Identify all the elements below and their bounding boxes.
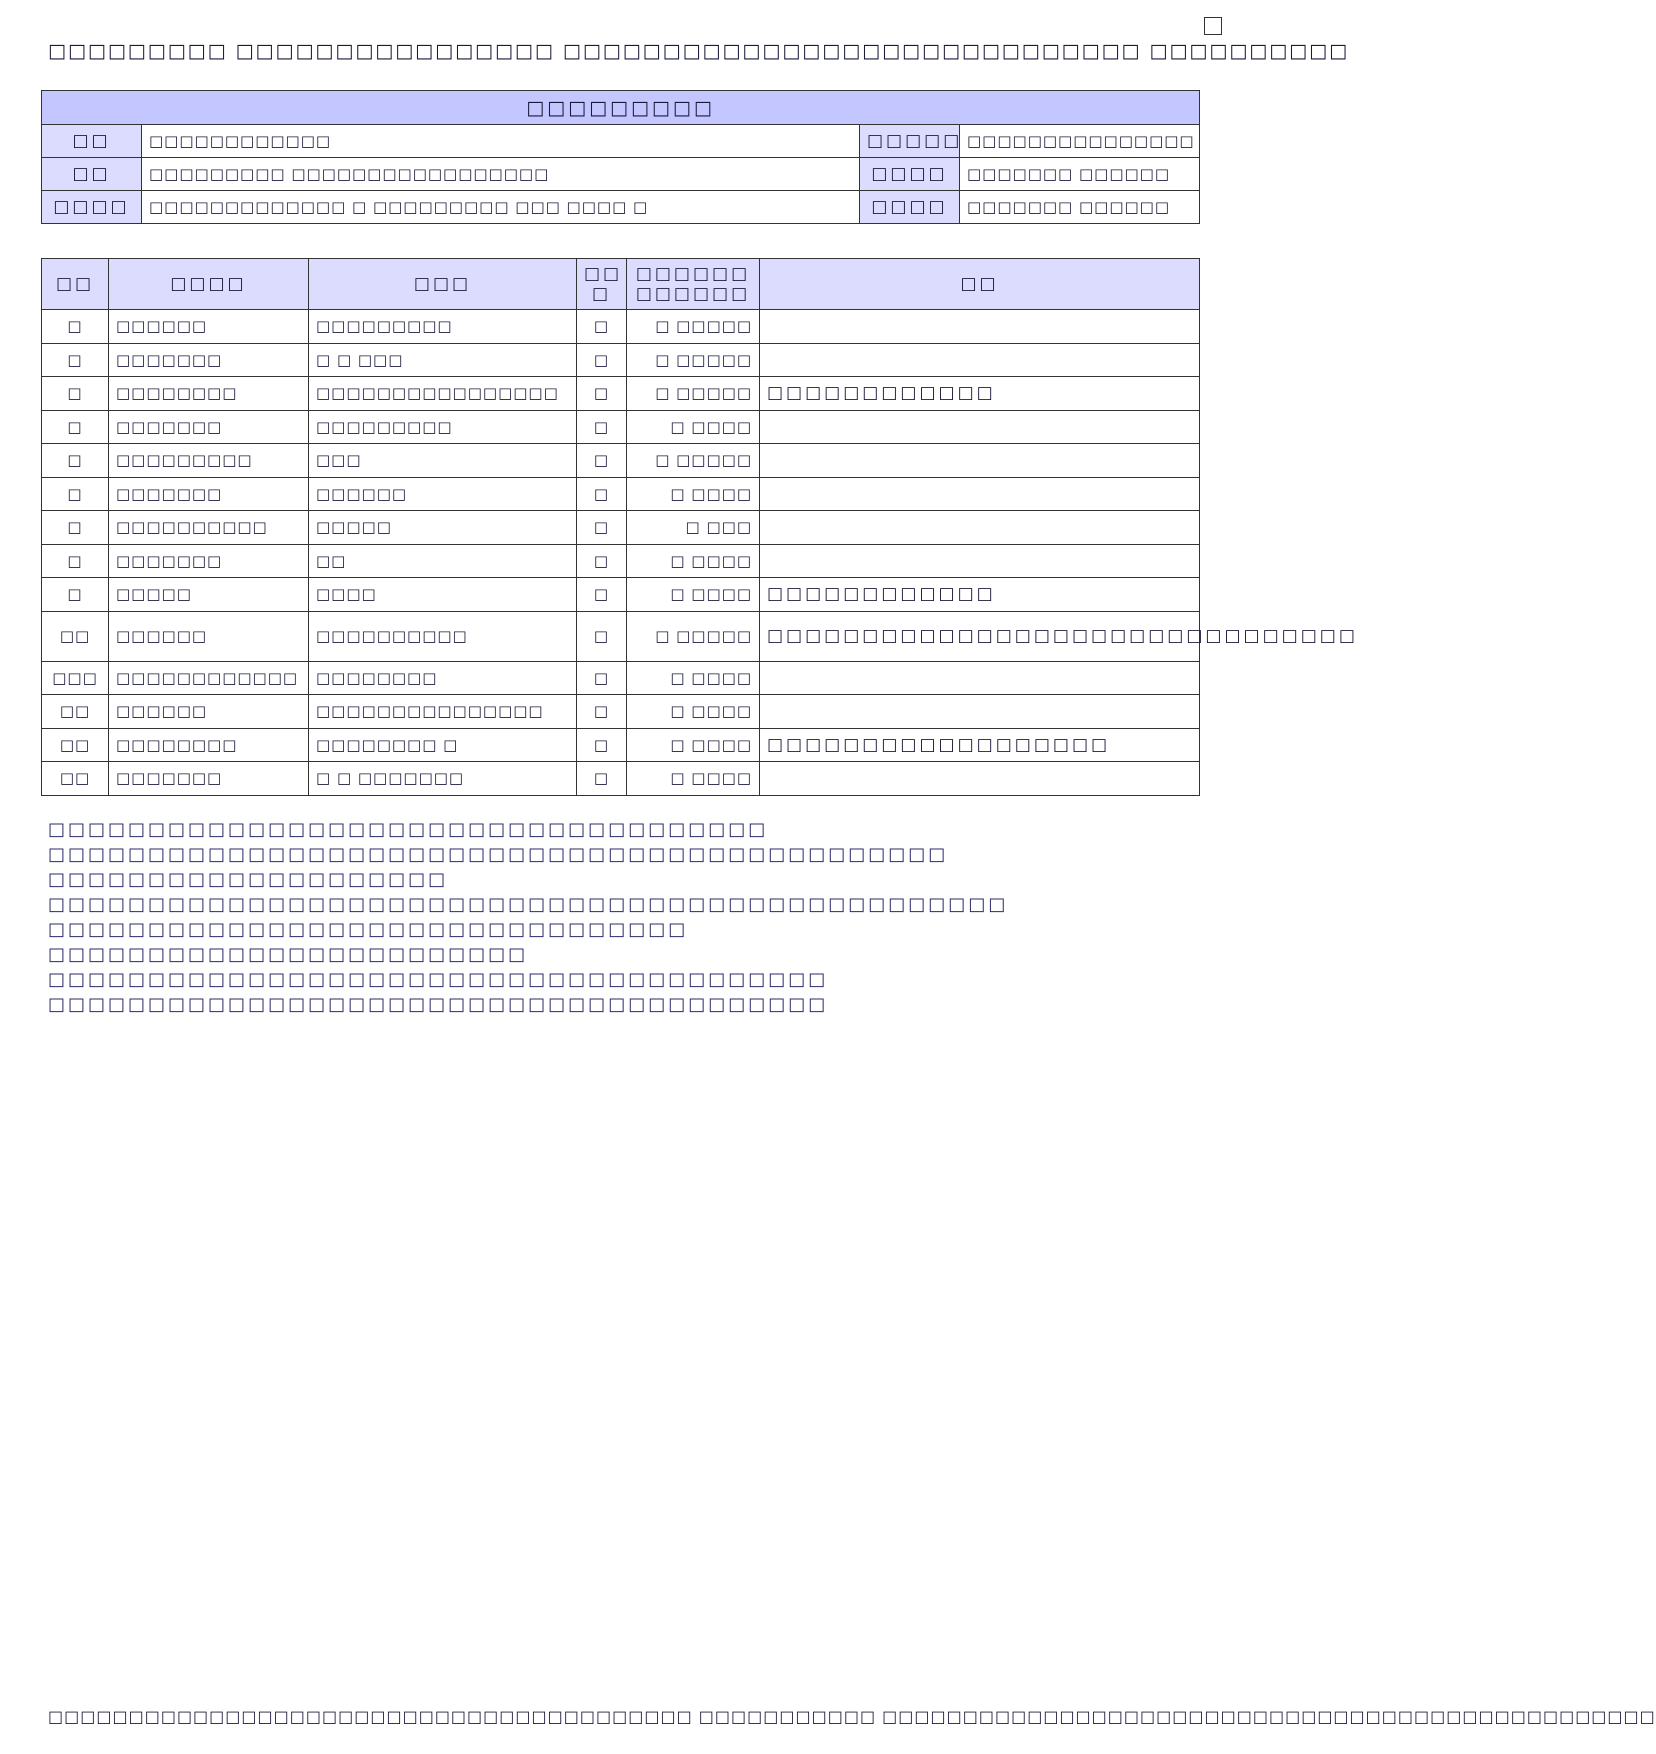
item-quantity: □ xyxy=(577,611,627,661)
item-number: □ xyxy=(42,511,109,545)
item-number: □□ xyxy=(42,728,109,762)
item-remarks xyxy=(760,762,1200,796)
item-name: □ □ □□□□□□□ xyxy=(309,762,577,796)
item-name: □□□□□□□□□□□□□□□□ xyxy=(309,377,577,411)
item-code: □□□□□□□□ xyxy=(109,728,309,762)
page-footer: □□□□□□□□□□□□□□□□□□□□□□□□□□□□□□□□□□□□□□□□ □□□□□□□□□□□ □□□□□□□□□□□□□□□□□□□□□□□□□□□□□□□□□□□□□□□□□□□□□□□□ xyxy=(48,1707,1656,1726)
item-price: □ □□□□□ xyxy=(627,377,760,411)
column-header: □□ xyxy=(760,259,1200,310)
item-number: □ xyxy=(42,343,109,377)
column-header: □□□□ xyxy=(109,259,309,310)
item-remarks: □□□□□□□□□□□□□□□□□□ xyxy=(760,728,1200,762)
item-price: □ □□□□ xyxy=(627,728,760,762)
item-quantity: □ xyxy=(577,661,627,695)
item-price: □ □□□□□ xyxy=(627,343,760,377)
item-number: □□□ xyxy=(42,661,109,695)
item-quantity: □ xyxy=(577,410,627,444)
document-title: □□□□□□□□□ □□□□□□□□□□□□□□□□ □□□□□□□□□□□□□□□□□□□□□□□□□□□□□ □□□□□□□□□□ xyxy=(48,40,1350,62)
item-name: □□□ xyxy=(309,444,577,478)
item-name: □□□□□□□□ □ xyxy=(309,728,577,762)
table-row xyxy=(42,544,1200,578)
table-row xyxy=(42,377,1200,411)
note-line: □□□□□□□□□□□□□□□□□□□□□□□□□□□□□□□□□□□□ xyxy=(48,819,769,840)
item-remarks xyxy=(760,477,1200,511)
item-remarks: □□□□□□□□□□□□ xyxy=(760,377,1200,411)
item-code: □□□□□□□□ xyxy=(109,377,309,411)
table-row xyxy=(42,728,1200,762)
column-header: □□ xyxy=(42,259,109,310)
note-line: □□□□□□□□□□□□□□□□□□□□□□□□□□□□□□□□□□□□□□□ xyxy=(48,994,829,1015)
page-marker-box xyxy=(1204,17,1222,35)
item-price: □ □□□□ xyxy=(627,544,760,578)
item-code: □□□□□□□ xyxy=(109,343,309,377)
note-line: □□□□□□□□□□□□□□□□□□□□□□□□ xyxy=(48,944,529,965)
item-price: □ □□□ xyxy=(627,511,760,545)
note-line: □□□□□□□□□□□□□□□□□□□□□□□□□□□□□□□□□□□□□□□□□□□□□ xyxy=(48,844,949,865)
info-value: □□□□□□□□□□□□ xyxy=(142,125,860,158)
note-line: □□□□□□□□□□□□□□□□□□□□□□□□□□□□□□□□□□□□□□□□□□□□□□□□ xyxy=(48,894,1009,915)
item-quantity: □ xyxy=(577,444,627,478)
info-label: □□□□ xyxy=(42,191,142,224)
item-name: □□□□□□ xyxy=(309,477,577,511)
table-row xyxy=(42,695,1200,729)
item-number: □□ xyxy=(42,611,109,661)
column-header: □□ □ xyxy=(577,259,627,310)
item-name: □□□□□□□□□ xyxy=(309,310,577,344)
item-quantity: □ xyxy=(577,310,627,344)
item-number: □ xyxy=(42,578,109,612)
item-remarks: □□□□□□□□□□□□ xyxy=(760,578,1200,612)
item-remarks xyxy=(760,511,1200,545)
info-label: □□□□□ xyxy=(860,125,960,158)
item-remarks xyxy=(760,343,1200,377)
item-name: □□□□□□□□□□□□□□□ xyxy=(309,695,577,729)
table-row xyxy=(42,511,1200,545)
column-header: □□□ xyxy=(309,259,577,310)
item-code: □□□□□□ xyxy=(109,310,309,344)
item-price: □ □□□□ xyxy=(627,762,760,796)
item-quantity: □ xyxy=(577,377,627,411)
item-remarks: □□□□□□□□□□□□□□□□□□□□□□□□□□□□□□□ xyxy=(760,611,1200,661)
item-number: □ xyxy=(42,377,109,411)
item-remarks xyxy=(760,310,1200,344)
note-line: □□□□□□□□□□□□□□□□□□□□□□□□□□□□□□□□ xyxy=(48,919,689,940)
item-number: □ xyxy=(42,310,109,344)
info-value: □□□□□□□□□ □□□□□□□□□□□□□□□□□ xyxy=(142,158,860,191)
item-name: □□ xyxy=(309,544,577,578)
item-code: □□□□□□□□□ xyxy=(109,444,309,478)
column-header: □□□□□□ □□□□□□ xyxy=(627,259,760,310)
item-quantity: □ xyxy=(577,544,627,578)
item-quantity: □ xyxy=(577,578,627,612)
item-remarks xyxy=(760,410,1200,444)
notes-block xyxy=(48,817,1008,1017)
item-price: □ □□□□ xyxy=(627,410,760,444)
item-code: □□□□□□ xyxy=(109,611,309,661)
item-code: □□□□□□□ xyxy=(109,544,309,578)
info-banner: □□□□□□□□□ xyxy=(42,91,1200,125)
item-quantity: □ xyxy=(577,762,627,796)
item-remarks xyxy=(760,444,1200,478)
item-code: □□□□□ xyxy=(109,578,309,612)
item-code: □□□□□□ xyxy=(109,695,309,729)
item-price: □ □□□□ xyxy=(627,477,760,511)
info-value: □□□□□□□□□□□□□ □ □□□□□□□□□ □□□ □□□□ □ xyxy=(142,191,860,224)
item-number: □ xyxy=(42,544,109,578)
table-row xyxy=(42,477,1200,511)
item-code: □□□□□□□ xyxy=(109,762,309,796)
item-code: □□□□□□□ xyxy=(109,477,309,511)
item-remarks xyxy=(760,695,1200,729)
info-table xyxy=(41,90,1200,224)
item-price: □ □□□□ xyxy=(627,578,760,612)
item-number: □ xyxy=(42,410,109,444)
item-remarks xyxy=(760,661,1200,695)
items-table xyxy=(41,258,1358,796)
info-label: □□□□ xyxy=(860,158,960,191)
items-body xyxy=(42,310,1358,796)
info-value: □□□□□□□ □□□□□□ xyxy=(960,158,1200,191)
note-line: □□□□□□□□□□□□□□□□□□□□□□□□□□□□□□□□□□□□□□□ xyxy=(48,969,829,990)
item-price: □ □□□□ xyxy=(627,695,760,729)
item-name: □□□□□□□□□□ xyxy=(309,611,577,661)
item-name: □□□□□□□□ xyxy=(309,661,577,695)
item-code: □□□□□□□ xyxy=(109,410,309,444)
item-code: □□□□□□□□□□ xyxy=(109,511,309,545)
item-price: □ □□□□□ xyxy=(627,611,760,661)
info-label: □□ xyxy=(42,158,142,191)
item-number: □□ xyxy=(42,695,109,729)
table-row xyxy=(42,444,1200,478)
item-quantity: □ xyxy=(577,728,627,762)
item-quantity: □ xyxy=(577,343,627,377)
info-label: □□□□ xyxy=(860,191,960,224)
item-name: □□□□□□□□□ xyxy=(309,410,577,444)
info-label: □□ xyxy=(42,125,142,158)
item-name: □ □ □□□ xyxy=(309,343,577,377)
item-name: □□□□□ xyxy=(309,511,577,545)
item-price: □ □□□□□ xyxy=(627,444,760,478)
item-quantity: □ xyxy=(577,511,627,545)
table-row xyxy=(42,611,1200,661)
item-price: □ □□□□ xyxy=(627,661,760,695)
table-row xyxy=(42,578,1200,612)
item-code: □□□□□□□□□□□□ xyxy=(109,661,309,695)
item-remarks xyxy=(760,544,1200,578)
item-number: □ xyxy=(42,477,109,511)
info-value: □□□□□□□□□□□□□□□ xyxy=(960,125,1200,158)
table-row xyxy=(42,762,1200,796)
table-row xyxy=(42,410,1200,444)
item-quantity: □ xyxy=(577,695,627,729)
table-row xyxy=(42,661,1200,695)
info-value: □□□□□□□ □□□□□□ xyxy=(960,191,1200,224)
item-quantity: □ xyxy=(577,477,627,511)
table-row xyxy=(42,310,1200,344)
note-line: □□□□□□□□□□□□□□□□□□□□ xyxy=(48,869,449,890)
table-row xyxy=(42,343,1200,377)
item-name: □□□□ xyxy=(309,578,577,612)
item-number: □ xyxy=(42,444,109,478)
item-price: □ □□□□□ xyxy=(627,310,760,344)
item-number: □□ xyxy=(42,762,109,796)
